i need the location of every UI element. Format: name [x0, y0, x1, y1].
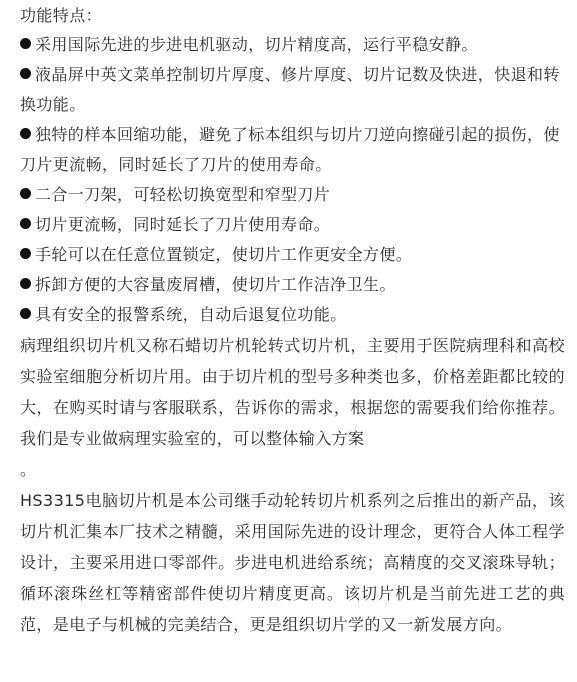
bullet-icon — [20, 38, 31, 49]
feature-item — [20, 240, 565, 270]
feature-text: 二合一刀架，可轻松切换宽型和窄型刀片 — [35, 185, 331, 204]
section-heading: 功能特点： — [20, 6, 103, 25]
feature-text: 独特的样本回缩功能，避免了标本组织与切片刀逆向擦碰引起的损伤，使刀片更流畅，同时延长了刀片的使用寿命。 — [20, 125, 560, 174]
bullet-icon — [20, 218, 31, 229]
bullet-icon — [20, 278, 31, 289]
feature-text: 采用国际先进的步进电机驱动，切片精度高，运行平稳安静。 — [35, 35, 478, 54]
bullet-icon — [20, 308, 31, 319]
bullet-icon — [20, 128, 31, 139]
feature-item — [20, 180, 565, 210]
intro-paragraph — [20, 330, 565, 485]
feature-text: 拆卸方便的大容量废屑槽，使切片工作洁净卫生。 — [35, 275, 396, 294]
feature-list — [20, 30, 565, 330]
intro-paragraph-end: 。 — [20, 460, 37, 479]
feature-text: 手轮可以在任意位置锁定，使切片工作更安全方便。 — [35, 245, 413, 264]
product-paragraph: HS3315电脑切片机是本公司继手动轮转切片机系列之后推出的新产品，该切片机汇集本厂技术之精髓，采用国际先进的设计理念，更符合人体工程学设计，主要采用进口零部件。步进电机进给系统；高精度的交叉滚珠导轨；循环滚珠丝杠等精密部件使切片精度更高。该切片机是当前先进工艺的典范，是电子与机械的完美结合，更是组织切片学的又一新发展方向。 — [20, 491, 565, 634]
feature-item — [20, 120, 565, 180]
bullet-icon — [20, 188, 31, 199]
bullet-icon — [20, 248, 31, 259]
feature-text: 具有安全的报警系统，自动后退复位功能。 — [35, 305, 347, 324]
intro-paragraph-text: 病理组织切片机又称石蜡切片机轮转式切片机，主要用于医院病理科和高校实验室细胞分析切片用。由于切片机的型号多种类也多，价格差距都比较的大，在购买时请与客服联系，告诉你的需求，根据您的需要我们给你推荐。我们是专业做病理实验室的，可以整体输入方案 — [20, 336, 565, 448]
feature-item — [20, 30, 565, 60]
feature-text: 切片更流畅，同时延长了刀片使用寿命。 — [35, 215, 331, 234]
feature-text: 液晶屏中英文菜单控制切片厚度、修片厚度、切片记数及快进，快退和转换功能。 — [20, 65, 560, 114]
feature-item — [20, 60, 565, 120]
feature-item — [20, 210, 565, 240]
feature-item — [20, 270, 565, 300]
feature-item — [20, 300, 565, 330]
bullet-icon — [20, 68, 31, 79]
